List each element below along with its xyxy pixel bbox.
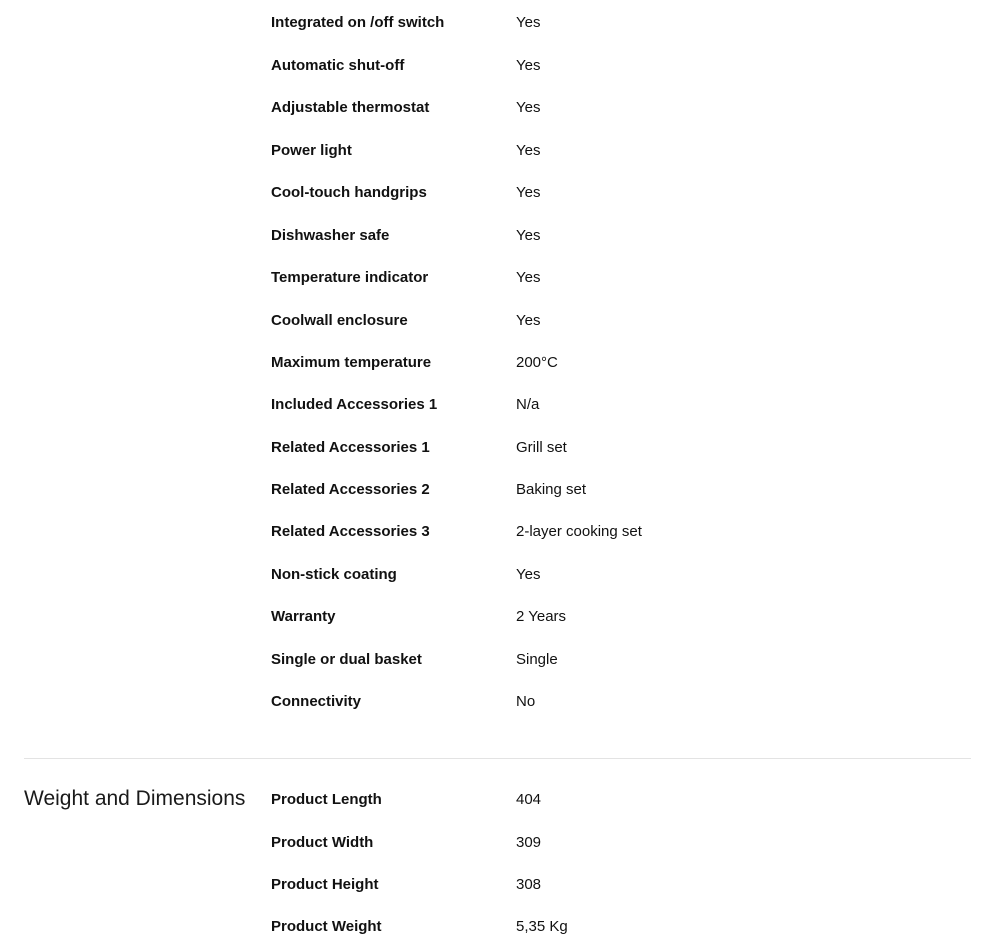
spec-row-power-light <box>271 139 871 163</box>
spec-label: Adjustable thermostat <box>271 99 430 116</box>
spec-row-warranty <box>271 605 871 629</box>
section-title: Weight and Dimensions <box>24 787 246 810</box>
spec-row-product-length <box>271 788 871 812</box>
spec-label: Included Accessories 1 <box>271 396 438 413</box>
spec-row-connectivity <box>271 690 871 714</box>
spec-value: Grill set <box>516 439 567 456</box>
spec-value: Yes <box>516 312 541 329</box>
spec-label: Automatic shut-off <box>271 57 405 74</box>
spec-label: Non-stick coating <box>271 566 397 583</box>
spec-label: Connectivity <box>271 693 362 710</box>
spec-label: Power light <box>271 142 352 159</box>
spec-row-cool-touch-handgrips <box>271 181 871 205</box>
spec-row-automatic-shut-off <box>271 54 871 78</box>
spec-label: Warranty <box>271 608 336 625</box>
spec-label: Product Height <box>271 876 379 893</box>
spec-value: Yes <box>516 57 541 74</box>
spec-row-on-off-switch <box>271 11 871 35</box>
spec-row-maximum-temperature <box>271 351 871 375</box>
spec-value: 308 <box>516 876 542 893</box>
spec-value: N/a <box>516 396 540 413</box>
spec-value: 404 <box>516 791 542 808</box>
spec-value: Yes <box>516 142 541 159</box>
spec-row-product-weight <box>271 915 871 939</box>
spec-value: 2 Years <box>516 608 567 625</box>
spec-value: 2-layer cooking set <box>516 523 642 540</box>
spec-row-included-accessories-1 <box>271 393 871 417</box>
spec-row-coolwall-enclosure <box>271 309 871 333</box>
spec-row-related-accessories-3 <box>271 520 871 544</box>
spec-label: Temperature indicator <box>271 269 429 286</box>
section-divider <box>24 758 971 759</box>
spec-value: No <box>516 693 536 710</box>
spec-label: Dishwasher safe <box>271 227 390 244</box>
spec-row-product-height <box>271 873 871 897</box>
spec-row-product-width <box>271 831 871 855</box>
spec-label: Product Width <box>271 834 374 851</box>
spec-label: Related Accessories 1 <box>271 439 430 456</box>
spec-label: Related Accessories 3 <box>271 523 430 540</box>
spec-value: Yes <box>516 99 541 116</box>
spec-row-adjustable-thermostat <box>271 96 871 120</box>
spec-value: 200°C <box>516 354 558 371</box>
spec-value: Yes <box>516 184 541 201</box>
spec-row-dishwasher-safe <box>271 224 871 248</box>
spec-label: Maximum temperature <box>271 354 432 371</box>
spec-label: Product Weight <box>271 918 382 935</box>
spec-value: 309 <box>516 834 542 851</box>
spec-value: Yes <box>516 227 541 244</box>
spec-value: Yes <box>516 14 541 31</box>
spec-value: Yes <box>516 566 541 583</box>
spec-row-related-accessories-2 <box>271 478 871 502</box>
spec-label: Product Length <box>271 791 382 808</box>
spec-row-temperature-indicator <box>271 266 871 290</box>
spec-label: Coolwall enclosure <box>271 312 408 329</box>
spec-row-single-or-dual-basket <box>271 648 871 672</box>
spec-value: Single <box>516 651 558 668</box>
spec-value: 5,35 Kg <box>516 918 568 935</box>
spec-label: Single or dual basket <box>271 651 422 668</box>
spec-label: Cool-touch handgrips <box>271 184 427 201</box>
spec-label: Integrated on /off switch <box>271 14 445 31</box>
spec-row-related-accessories-1 <box>271 436 871 460</box>
spec-value: Yes <box>516 269 541 286</box>
spec-label: Related Accessories 2 <box>271 481 430 498</box>
spec-value: Baking set <box>516 481 587 498</box>
spec-row-non-stick-coating <box>271 563 871 587</box>
